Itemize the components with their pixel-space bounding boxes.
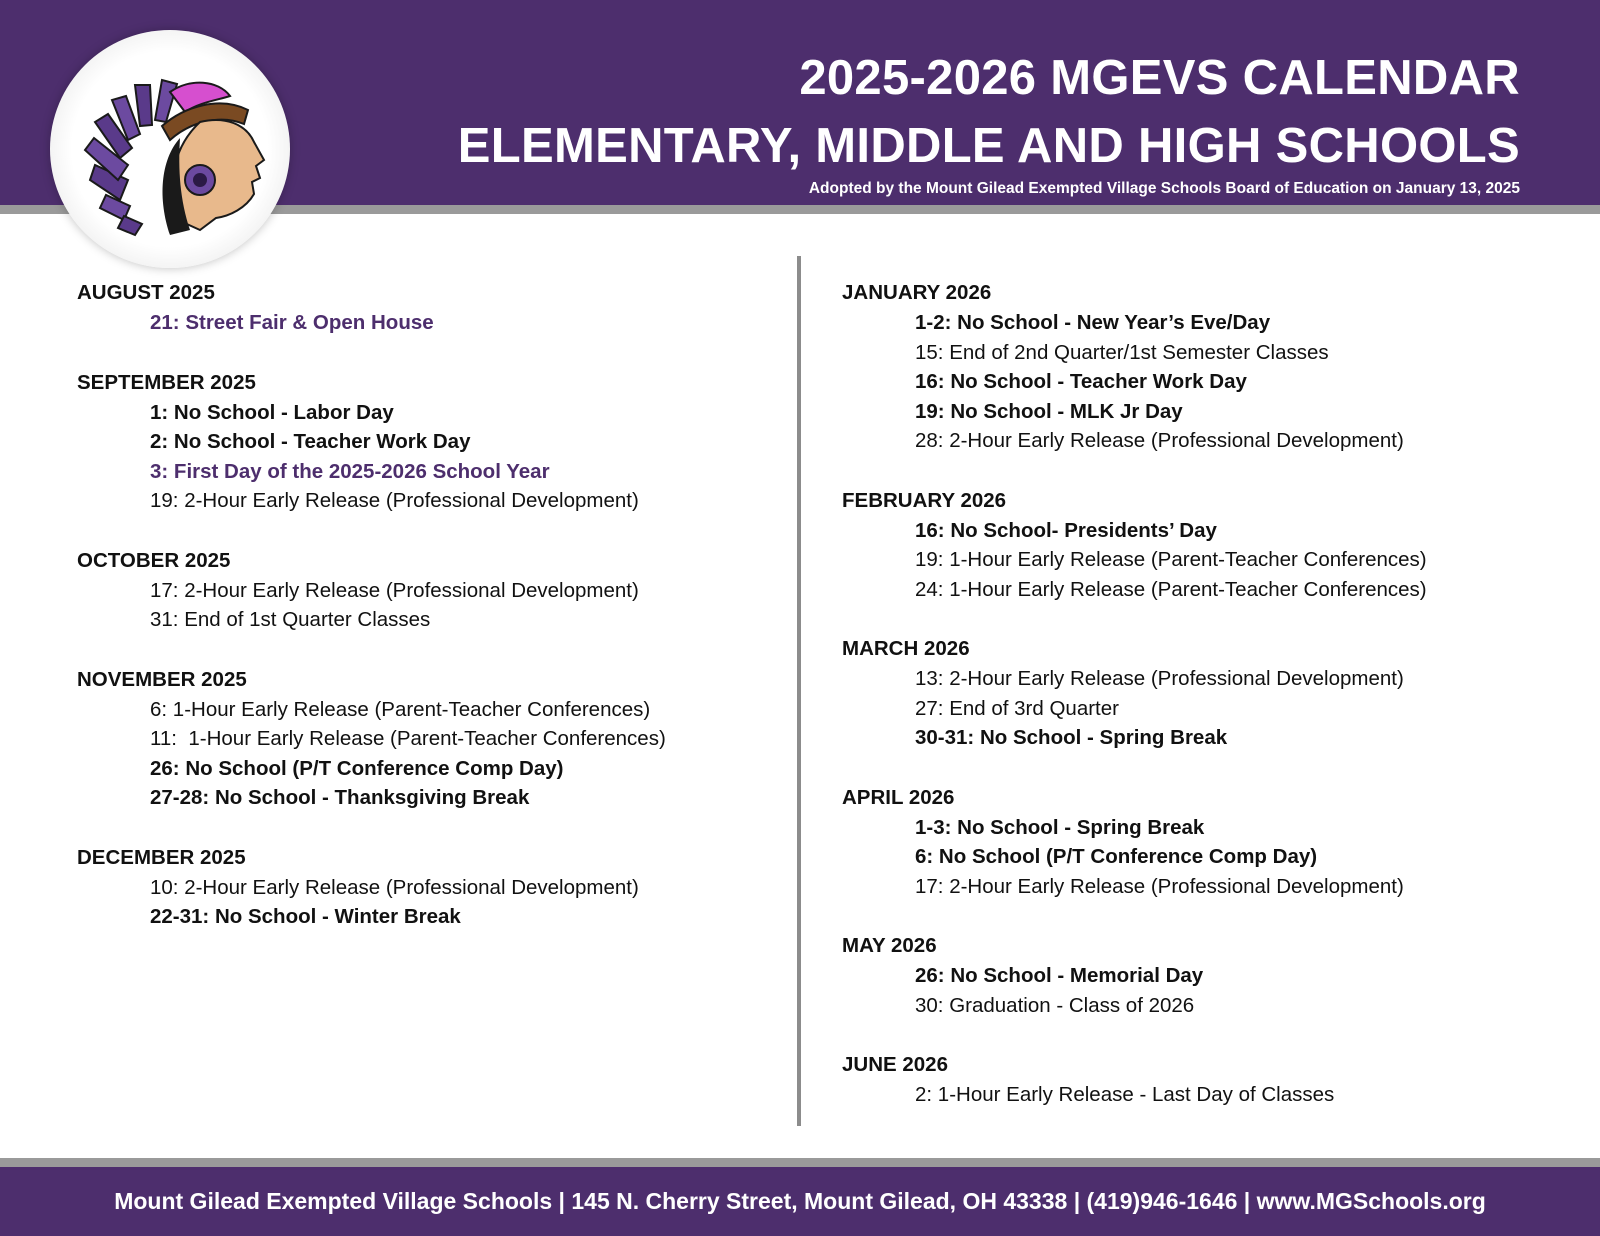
calendar-event: 11: 1-Hour Early Release (Parent-Teacher Conferences)	[150, 727, 666, 750]
month-title: NOVEMBER 2025	[77, 667, 247, 691]
adoption-note: Adopted by the Mount Gilead Exempted Village Schools Board of Education on January 13, 2025	[808, 180, 1520, 197]
calendar-event: 17: 2-Hour Early Release (Professional Development)	[915, 874, 1404, 898]
month-section	[77, 278, 777, 338]
calendar-event: 30-31: No School - Spring Break	[915, 726, 1228, 749]
footer-divider	[0, 1158, 1600, 1167]
calendar-event: 19: 2-Hour Early Release (Professional Development)	[150, 489, 639, 512]
calendar-event: 24: 1-Hour Early Release (Parent-Teacher Conferences)	[915, 577, 1427, 601]
calendar-event: 1: No School - Labor Day	[150, 400, 394, 424]
calendar-event: 16: No School - Teacher Work Day	[915, 370, 1247, 393]
calendar-event: 19: 1-Hour Early Release (Parent-Teacher Conferences)	[915, 548, 1427, 571]
calendar-event: 1-3: No School - Spring Break	[915, 815, 1205, 839]
month-section	[842, 634, 1562, 753]
month-title: JANUARY 2026	[842, 281, 992, 304]
month-title: DECEMBER 2025	[77, 845, 246, 869]
calendar-event: 10: 2-Hour Early Release (Professional Development)	[150, 875, 639, 899]
month-section	[842, 1050, 1562, 1110]
calendar-event: 1-2: No School - New Year’s Eve/Day	[915, 311, 1271, 334]
month-title: JUNE 2026	[842, 1053, 948, 1076]
month-title: APRIL 2026	[842, 785, 955, 809]
calendar-event: 27: End of 3rd Quarter	[915, 696, 1119, 720]
month-section	[842, 931, 1562, 1020]
calendar-event: 28: 2-Hour Early Release (Professional Development)	[915, 429, 1404, 452]
month-section	[77, 843, 777, 932]
calendar-event: 19: No School - MLK Jr Day	[915, 399, 1183, 423]
calendar-event: 13: 2-Hour Early Release (Professional Development)	[915, 667, 1404, 690]
calendar-event: 31: End of 1st Quarter Classes	[150, 608, 431, 631]
month-section	[842, 486, 1562, 605]
month-section	[842, 278, 1562, 456]
column-divider	[797, 256, 801, 1126]
month-title: OCTOBER 2025	[77, 548, 231, 572]
headdress-mascot-icon	[50, 30, 290, 268]
month-title: MAY 2026	[842, 934, 937, 957]
calendar-event: 30: Graduation - Class of 2026	[915, 993, 1195, 1017]
month-title: FEBRUARY 2026	[842, 488, 1007, 512]
month-title: AUGUST 2025	[77, 281, 215, 304]
page-subtitle-schools: ELEMENTARY, MIDDLE AND HIGH SCHOOLS	[457, 119, 1520, 173]
month-section	[77, 665, 777, 813]
calendar-event: 6: 1-Hour Early Release (Parent-Teacher Conferences)	[150, 697, 651, 721]
calendar-event: 6: No School (P/T Conference Comp Day)	[915, 845, 1318, 868]
month-section	[842, 783, 1562, 902]
calendar-event: 3: First Day of the 2025-2026 School Year	[150, 459, 550, 483]
right-column	[842, 278, 1562, 1140]
calendar-event: 15: End of 2nd Quarter/1st Semester Classes	[915, 340, 1329, 364]
calendar-event: 2: No School - Teacher Work Day	[150, 430, 471, 453]
month-title: SEPTEMBER 2025	[77, 370, 256, 394]
calendar-event: 26: No School (P/T Conference Comp Day)	[150, 756, 564, 780]
calendar-event: 22-31: No School - Winter Break	[150, 905, 461, 928]
page-title: 2025-2026 MGEVS CALENDAR	[799, 51, 1520, 105]
calendar-event: 26: No School - Memorial Day	[915, 964, 1204, 987]
left-column	[77, 278, 777, 962]
footer-contact: Mount Gilead Exempted Village Schools | 145 N. Cherry Street, Mount Gilead, OH 43338 | (419)946-1646 | www.MGSchools.org	[0, 1167, 1600, 1236]
calendar-event: 17: 2-Hour Early Release (Professional Development)	[150, 578, 639, 602]
calendar-event: 16: No School- Presidents’ Day	[915, 518, 1217, 542]
month-title: MARCH 2026	[842, 637, 970, 660]
calendar-event: 27-28: No School - Thanksgiving Break	[150, 786, 530, 809]
calendar-event: 21: Street Fair & Open House	[150, 311, 434, 334]
calendar-event: 2: 1-Hour Early Release - Last Day of Classes	[915, 1083, 1335, 1106]
month-section	[77, 546, 777, 635]
month-section	[77, 368, 777, 516]
